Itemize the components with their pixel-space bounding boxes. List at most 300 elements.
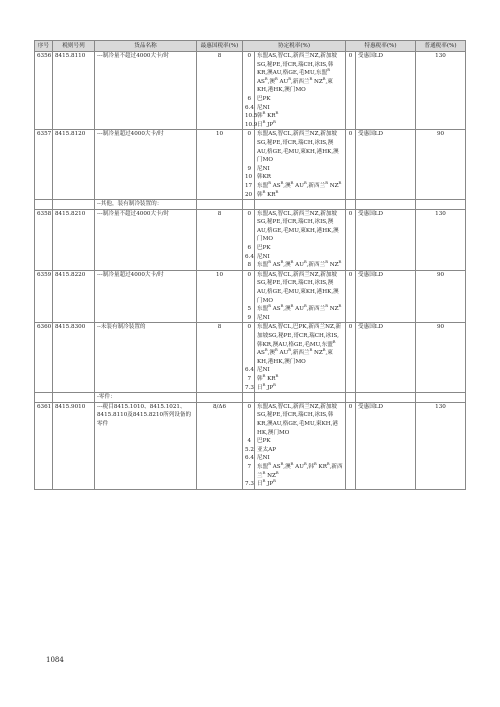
table-cell-empty [53,366,95,375]
table-row-continuation [35,305,466,314]
table-cell-empty [346,437,356,446]
table-cell-empty [356,314,416,323]
table-cell-empty [95,121,197,130]
table-cell-empty [346,253,356,262]
general-rate-cell: 130 [416,52,466,95]
table-cell-empty [197,165,243,174]
table-cell-empty [35,121,53,130]
agreement-text-cell: 巴PK [255,95,346,104]
table-cell-empty [356,437,416,446]
table-cell-empty [416,244,466,253]
mfn-rate-cell: 8 [197,52,243,95]
agreement-rate-cell: 0 [243,52,255,95]
special-text-cell: 受惠国LD [356,270,416,305]
table-cell-empty [53,121,95,130]
table-row-continuation [35,366,466,375]
header-name: 货品名称 [95,41,197,52]
table-body [35,52,466,490]
agreement-text-cell: 东盟$^R$ $AS^R$,澳$^R$ $AU^R$,新西兰$^R$ $NZ^R$ [255,305,346,314]
agreement-rate-cell: 17 [243,182,255,191]
table-row [35,52,466,95]
table-cell-empty [35,480,53,489]
table-cell-empty [197,244,243,253]
table-row-continuation [35,261,466,270]
agreement-text-cell: 尼NI [255,165,346,174]
agreement-text-cell: 东盟AS,智CL,新西兰NZ,新加坡SG,秘PE,哥CR,瑞CH,冰IS,澳AU,格GE,毛MU,柬KH,港HK,澳门MO [255,130,346,165]
table-cell-empty [197,437,243,446]
table-cell-empty [53,314,95,323]
table-cell-empty [416,253,466,262]
agreement-rate-cell: 20 [243,191,255,200]
special-text-cell: 受惠国LD [356,402,416,437]
table-cell-empty [95,366,197,375]
table-cell-empty [197,314,243,323]
code-cell: 8415.8300 [53,323,95,366]
table-row-continuation [35,384,466,393]
agreement-text-cell: 日$^R$ $JP^R$ [255,384,346,393]
name-cell: --未装有制冷装置的 [95,323,197,366]
table-cell-empty [35,375,53,384]
table-cell-empty [197,305,243,314]
table-cell-empty [95,165,197,174]
table-cell-empty [53,454,95,463]
agreement-rate-cell: 6 [243,95,255,104]
table-cell-empty [95,104,197,113]
table-cell-empty [346,305,356,314]
table-cell-empty [416,375,466,384]
agreement-text-cell: 东盟AS,智CL,新西兰NZ,新加坡SG,秘PE,哥CR,瑞CH,冰IS,澳AU,格GE,毛MU,柬KH,港HK,澳门MO [255,270,346,305]
table-cell-empty [53,463,95,480]
table-cell-empty [356,375,416,384]
mfn-rate-cell: 10 [197,270,243,305]
table-cell-empty [95,305,197,314]
table-row-continuation [35,244,466,253]
table-cell-empty [95,446,197,455]
table-cell-empty [95,173,197,182]
special-rate-cell: 0 [346,209,356,244]
agreement-rate-cell: 9 [243,165,255,174]
table-row [35,209,466,244]
agreement-text-cell: 尼NI [255,366,346,375]
agreement-rate-cell: 0 [243,402,255,437]
table-cell-empty [356,182,416,191]
table-cell-empty [346,200,356,210]
agreement-rate-cell: 5.2 [243,446,255,455]
table-cell-empty [346,454,356,463]
table-cell-empty [35,182,53,191]
table-cell-empty [35,191,53,200]
agreement-text-cell: 巴PK [255,244,346,253]
agreement-text-cell: 韩KR [255,173,346,182]
table-cell-empty [197,173,243,182]
table-cell-empty [95,112,197,121]
table-cell-empty [356,173,416,182]
table-cell-empty [346,446,356,455]
table-cell-empty [346,393,356,403]
name-cell: ---制冷量超过4000大卡/时 [95,270,197,305]
special-rate-cell: 0 [346,130,356,165]
header-agreement: 协定税率(%) [243,41,346,52]
table-row-continuation [35,480,466,489]
table-cell-empty [35,165,53,174]
table-cell-empty [346,384,356,393]
table-row [35,130,466,165]
table-cell-empty [416,261,466,270]
table-cell-empty [35,305,53,314]
table-cell-empty [346,375,356,384]
agreement-text-cell: 尼NI [255,253,346,262]
table-row-continuation [35,454,466,463]
table-cell-empty [416,104,466,113]
table-cell-empty [356,253,416,262]
table-cell-empty [197,454,243,463]
special-text-cell: 受惠国LD [356,209,416,244]
table-cell-empty [35,173,53,182]
seq-cell: 6359 [35,270,53,305]
agreement-text-cell: 东盟AS,智CL,新西兰NZ,新加坡SG,秘PE,哥CR,瑞CH,冰IS,澳AU,格GE,毛MU,柬KH,港HK,澳门MO [255,209,346,244]
agreement-rate-cell: 5 [243,305,255,314]
table-cell-empty [356,463,416,480]
agreement-rate-cell: 10.9 [243,121,255,130]
table-row-continuation [35,173,466,182]
tariff-table [34,40,466,490]
table-cell-empty [197,261,243,270]
code-cell: 8415.8210 [53,209,95,244]
header-special: 特惠税率(%) [346,41,416,52]
table-cell-empty [53,244,95,253]
seq-cell: 6357 [35,130,53,165]
table-cell-empty [346,95,356,104]
table-cell-empty [346,463,356,480]
general-rate-cell: 130 [416,402,466,437]
table-cell-empty [35,104,53,113]
table-cell-empty [416,384,466,393]
table-cell-empty [197,191,243,200]
agreement-rate-cell: 7.3 [243,480,255,489]
table-cell-empty [35,463,53,480]
agreement-rate-cell: 6 [243,244,255,253]
table-cell-empty [416,454,466,463]
general-rate-cell: 90 [416,130,466,165]
name-cell: ---制冷量超过4000大卡/时 [95,130,197,165]
table-cell-empty [416,200,466,210]
table-cell-empty [356,305,416,314]
table-cell-empty [197,104,243,113]
general-rate-cell: 90 [416,270,466,305]
table-cell-empty [53,305,95,314]
table-cell-empty [346,173,356,182]
table-cell-empty [95,375,197,384]
agreement-text-cell: 东盟AS,智CL,新西兰NZ,新加坡SG,秘PE,哥CR,瑞CH,冰IS,韩KR,澳AU,格GE,毛MU,东盟$^R$ $AS^R$,澳$^R$ $AU^R$,新西兰$^R$ $NZ^R$,柬KH,港HK,澳门MO [255,52,346,95]
table-cell-empty [356,261,416,270]
table-cell-empty [35,366,53,375]
agreement-text-cell: 韩$^R$ $KR^R$ [255,191,346,200]
table-cell-empty [35,384,53,393]
mfn-rate-cell: 10 [197,130,243,165]
table-row-continuation [35,253,466,262]
table-cell-empty [356,165,416,174]
agreement-rate-cell: 0 [243,130,255,165]
table-cell-empty [53,375,95,384]
table-row-continuation [35,182,466,191]
agreement-rate-cell: 10.5 [243,112,255,121]
table-cell-empty [356,121,416,130]
code-cell: 8415.8110 [53,52,95,95]
agreement-text-cell: 尼NI [255,104,346,113]
table-cell-empty [416,437,466,446]
general-rate-cell: 90 [416,323,466,366]
table-cell-empty [197,463,243,480]
table-cell-empty [416,393,466,403]
table-cell-empty [255,393,346,403]
table-cell-empty [416,314,466,323]
table-cell-empty [197,182,243,191]
table-cell-empty [255,200,346,210]
table-heading-row [35,200,466,210]
table-cell-empty [356,446,416,455]
table-row-continuation [35,446,466,455]
table-row-continuation [35,437,466,446]
table-cell-empty [356,454,416,463]
table-row-continuation [35,314,466,323]
table-cell-empty [346,480,356,489]
header-seq: 序号 [35,41,53,52]
table-cell-empty [95,314,197,323]
heading-name-cell: --其他，装有制冷装置的： [95,200,197,210]
table-cell-empty [53,393,95,403]
table-heading-row [35,393,466,403]
table-cell-empty [197,121,243,130]
table-cell-empty [95,95,197,104]
table-cell-empty [197,253,243,262]
table-cell-empty [95,384,197,393]
table-cell-empty [53,437,95,446]
agreement-rate-cell: 10 [243,173,255,182]
agreement-rate-cell: 6.4 [243,454,255,463]
special-rate-cell: 0 [346,402,356,437]
table-cell-empty [53,384,95,393]
agreement-text-cell: 日$^R$ $JP^R$ [255,121,346,130]
header-code: 税则号列 [53,41,95,52]
page-number: 1084 [46,656,64,664]
seq-cell: 6361 [35,402,53,437]
general-rate-cell: 130 [416,209,466,244]
table-cell-empty [416,121,466,130]
agreement-rate-cell: 0 [243,323,255,366]
table-row [35,270,466,305]
table-cell-empty [346,104,356,113]
agreement-rate-cell: 7 [243,463,255,480]
table-cell-empty [197,384,243,393]
table-cell-empty [53,112,95,121]
mfn-rate-cell: 8 [197,323,243,366]
table-cell-empty [53,104,95,113]
table-cell-empty [53,261,95,270]
table-row-continuation [35,191,466,200]
table-cell-empty [35,253,53,262]
table-cell-empty [35,454,53,463]
table-cell-empty [95,253,197,262]
table-row-continuation [35,463,466,480]
table-cell-empty [356,244,416,253]
special-rate-cell: 0 [346,52,356,95]
agreement-rate-cell: 0 [243,270,255,305]
table-cell-empty [197,375,243,384]
table-cell-empty [356,200,416,210]
special-text-cell: 受惠国LD [356,130,416,165]
table-cell-empty [95,437,197,446]
table-cell-empty [197,200,243,210]
table-row-continuation [35,112,466,121]
mfn-rate-cell: 8 [197,209,243,244]
agreement-text-cell: 尼NI [255,454,346,463]
agreement-rate-cell: 4 [243,437,255,446]
agreement-rate-cell: 7 [243,375,255,384]
table-row-continuation [35,95,466,104]
code-cell: 8415.9010 [53,402,95,437]
table-cell-empty [95,463,197,480]
table-cell-empty [53,95,95,104]
table-cell-empty [35,261,53,270]
table-cell-empty [197,480,243,489]
table-cell-empty [35,314,53,323]
table-cell-empty [53,165,95,174]
table-cell-empty [35,95,53,104]
table-cell-empty [356,384,416,393]
table-cell-empty [346,261,356,270]
table-cell-empty [35,244,53,253]
table-cell-empty [95,182,197,191]
name-cell: ---制冷量不超过4000大卡/时 [95,209,197,244]
table-cell-empty [95,480,197,489]
name-cell: ---制冷量不超过4000大卡/时 [95,52,197,95]
code-cell: 8415.8120 [53,130,95,165]
table-cell-empty [95,244,197,253]
table-cell-empty [197,95,243,104]
header-general: 普通税率(%) [416,41,466,52]
table-cell-empty [35,437,53,446]
agreement-text-cell: 东盟$^R$ $AS^R$,澳$^R$ $AU^R$,新西兰$^R$ $NZ^R$ [255,261,346,270]
name-cell: ---税目8415.1010、8415.1021、8415.8110及8415.8210所列设备的零件 [95,402,197,437]
table-cell-empty [356,480,416,489]
agreement-text-cell: 韩$^R$ $KR^R$ [255,112,346,121]
table-cell-empty [416,165,466,174]
table-row-continuation [35,165,466,174]
table-cell-empty [416,112,466,121]
special-rate-cell: 0 [346,323,356,366]
table-cell-empty [416,305,466,314]
agreement-text-cell: 韩$^R$ $KR^R$ [255,375,346,384]
table-cell-empty [197,112,243,121]
agreement-rate-cell: 6.4 [243,366,255,375]
agreement-text-cell: 尼NI [255,314,346,323]
table-cell-empty [346,366,356,375]
table-cell-empty [35,112,53,121]
table-row-continuation [35,375,466,384]
code-cell: 8415.8220 [53,270,95,305]
table-cell-empty [95,261,197,270]
table-cell-empty [346,182,356,191]
table-cell-empty [197,446,243,455]
table-header-row [35,41,466,52]
seq-cell: 6356 [35,52,53,95]
table-cell-empty [53,182,95,191]
table-cell-empty [35,393,53,403]
table-cell-empty [356,104,416,113]
agreement-rate-cell: 8 [243,261,255,270]
header-mfn: 最惠国税率(%) [197,41,243,52]
table-cell-empty [346,244,356,253]
table-cell-empty [356,393,416,403]
table-cell-empty [95,454,197,463]
tariff-sheet [34,40,465,490]
table-cell-empty [243,393,255,403]
table-cell-empty [416,480,466,489]
agreement-text-cell: 东盟AS,智CL,巴PK,新西兰NZ,新加坡SG,秘PE,哥CR,瑞CH,冰IS,韩KR,澳AU,格GE,毛MU,东盟$^R$ $AS^R$,澳$^R$ $AU^R$,新西兰$^R$ $NZ^R$,柬KH,港HK,澳门MO [255,323,346,366]
agreement-rate-cell: 9 [243,314,255,323]
table-cell-empty [243,200,255,210]
table-row-continuation [35,104,466,113]
heading-name-cell: -零件： [95,393,197,403]
table-cell-empty [356,366,416,375]
table-row-continuation [35,121,466,130]
table-cell-empty [346,112,356,121]
table-cell-empty [416,173,466,182]
table-cell-empty [346,165,356,174]
table-cell-empty [416,191,466,200]
agreement-text-cell: 巴PK [255,437,346,446]
table-cell-empty [53,173,95,182]
agreement-rate-cell: 6.4 [243,104,255,113]
table-cell-empty [35,200,53,210]
table-cell-empty [346,191,356,200]
table-cell-empty [346,314,356,323]
table-cell-empty [416,463,466,480]
agreement-rate-cell: 0 [243,209,255,244]
agreement-rate-cell: 7.3 [243,384,255,393]
special-text-cell: 受惠国LD [356,323,416,366]
table-cell-empty [35,446,53,455]
table-cell-empty [53,191,95,200]
seq-cell: 6360 [35,323,53,366]
table-cell-empty [416,446,466,455]
table-cell-empty [356,112,416,121]
table-cell-empty [356,95,416,104]
agreement-text-cell: 东盟$^R$ $AS^R$,澳$^R$ $AU^R$,新西兰$^R$ $NZ^R$ [255,182,346,191]
seq-cell: 6358 [35,209,53,244]
table-cell-empty [356,191,416,200]
table-cell-empty [53,253,95,262]
table-cell-empty [416,95,466,104]
agreement-rate-cell: 6.4 [243,253,255,262]
table-cell-empty [416,366,466,375]
table-cell-empty [53,200,95,210]
agreement-text-cell: 日$^R$ $JP^R$ [255,480,346,489]
table-cell-empty [197,393,243,403]
special-rate-cell: 0 [346,270,356,305]
table-cell-empty [53,480,95,489]
agreement-text-cell: 东盟AS,智CL,新西兰NZ,新加坡SG,秘PE,哥CR,瑞CH,冰IS,韩KR,澳AU,格GE,毛MU,柬KH,港HK,澳门MO [255,402,346,437]
table-row [35,323,466,366]
agreement-text-cell: 东盟$^R$ $AS^R$,澳$^R$ $AU^R$,韩$^R$ $KR^R$,新西兰$^R$ $NZ^R$ [255,463,346,480]
table-cell-empty [346,121,356,130]
table-row [35,402,466,437]
table-cell-empty [197,366,243,375]
table-cell-empty [95,191,197,200]
table-cell-empty [416,182,466,191]
agreement-text-cell: 亚太AP [255,446,346,455]
special-text-cell: 受惠国LD [356,52,416,95]
